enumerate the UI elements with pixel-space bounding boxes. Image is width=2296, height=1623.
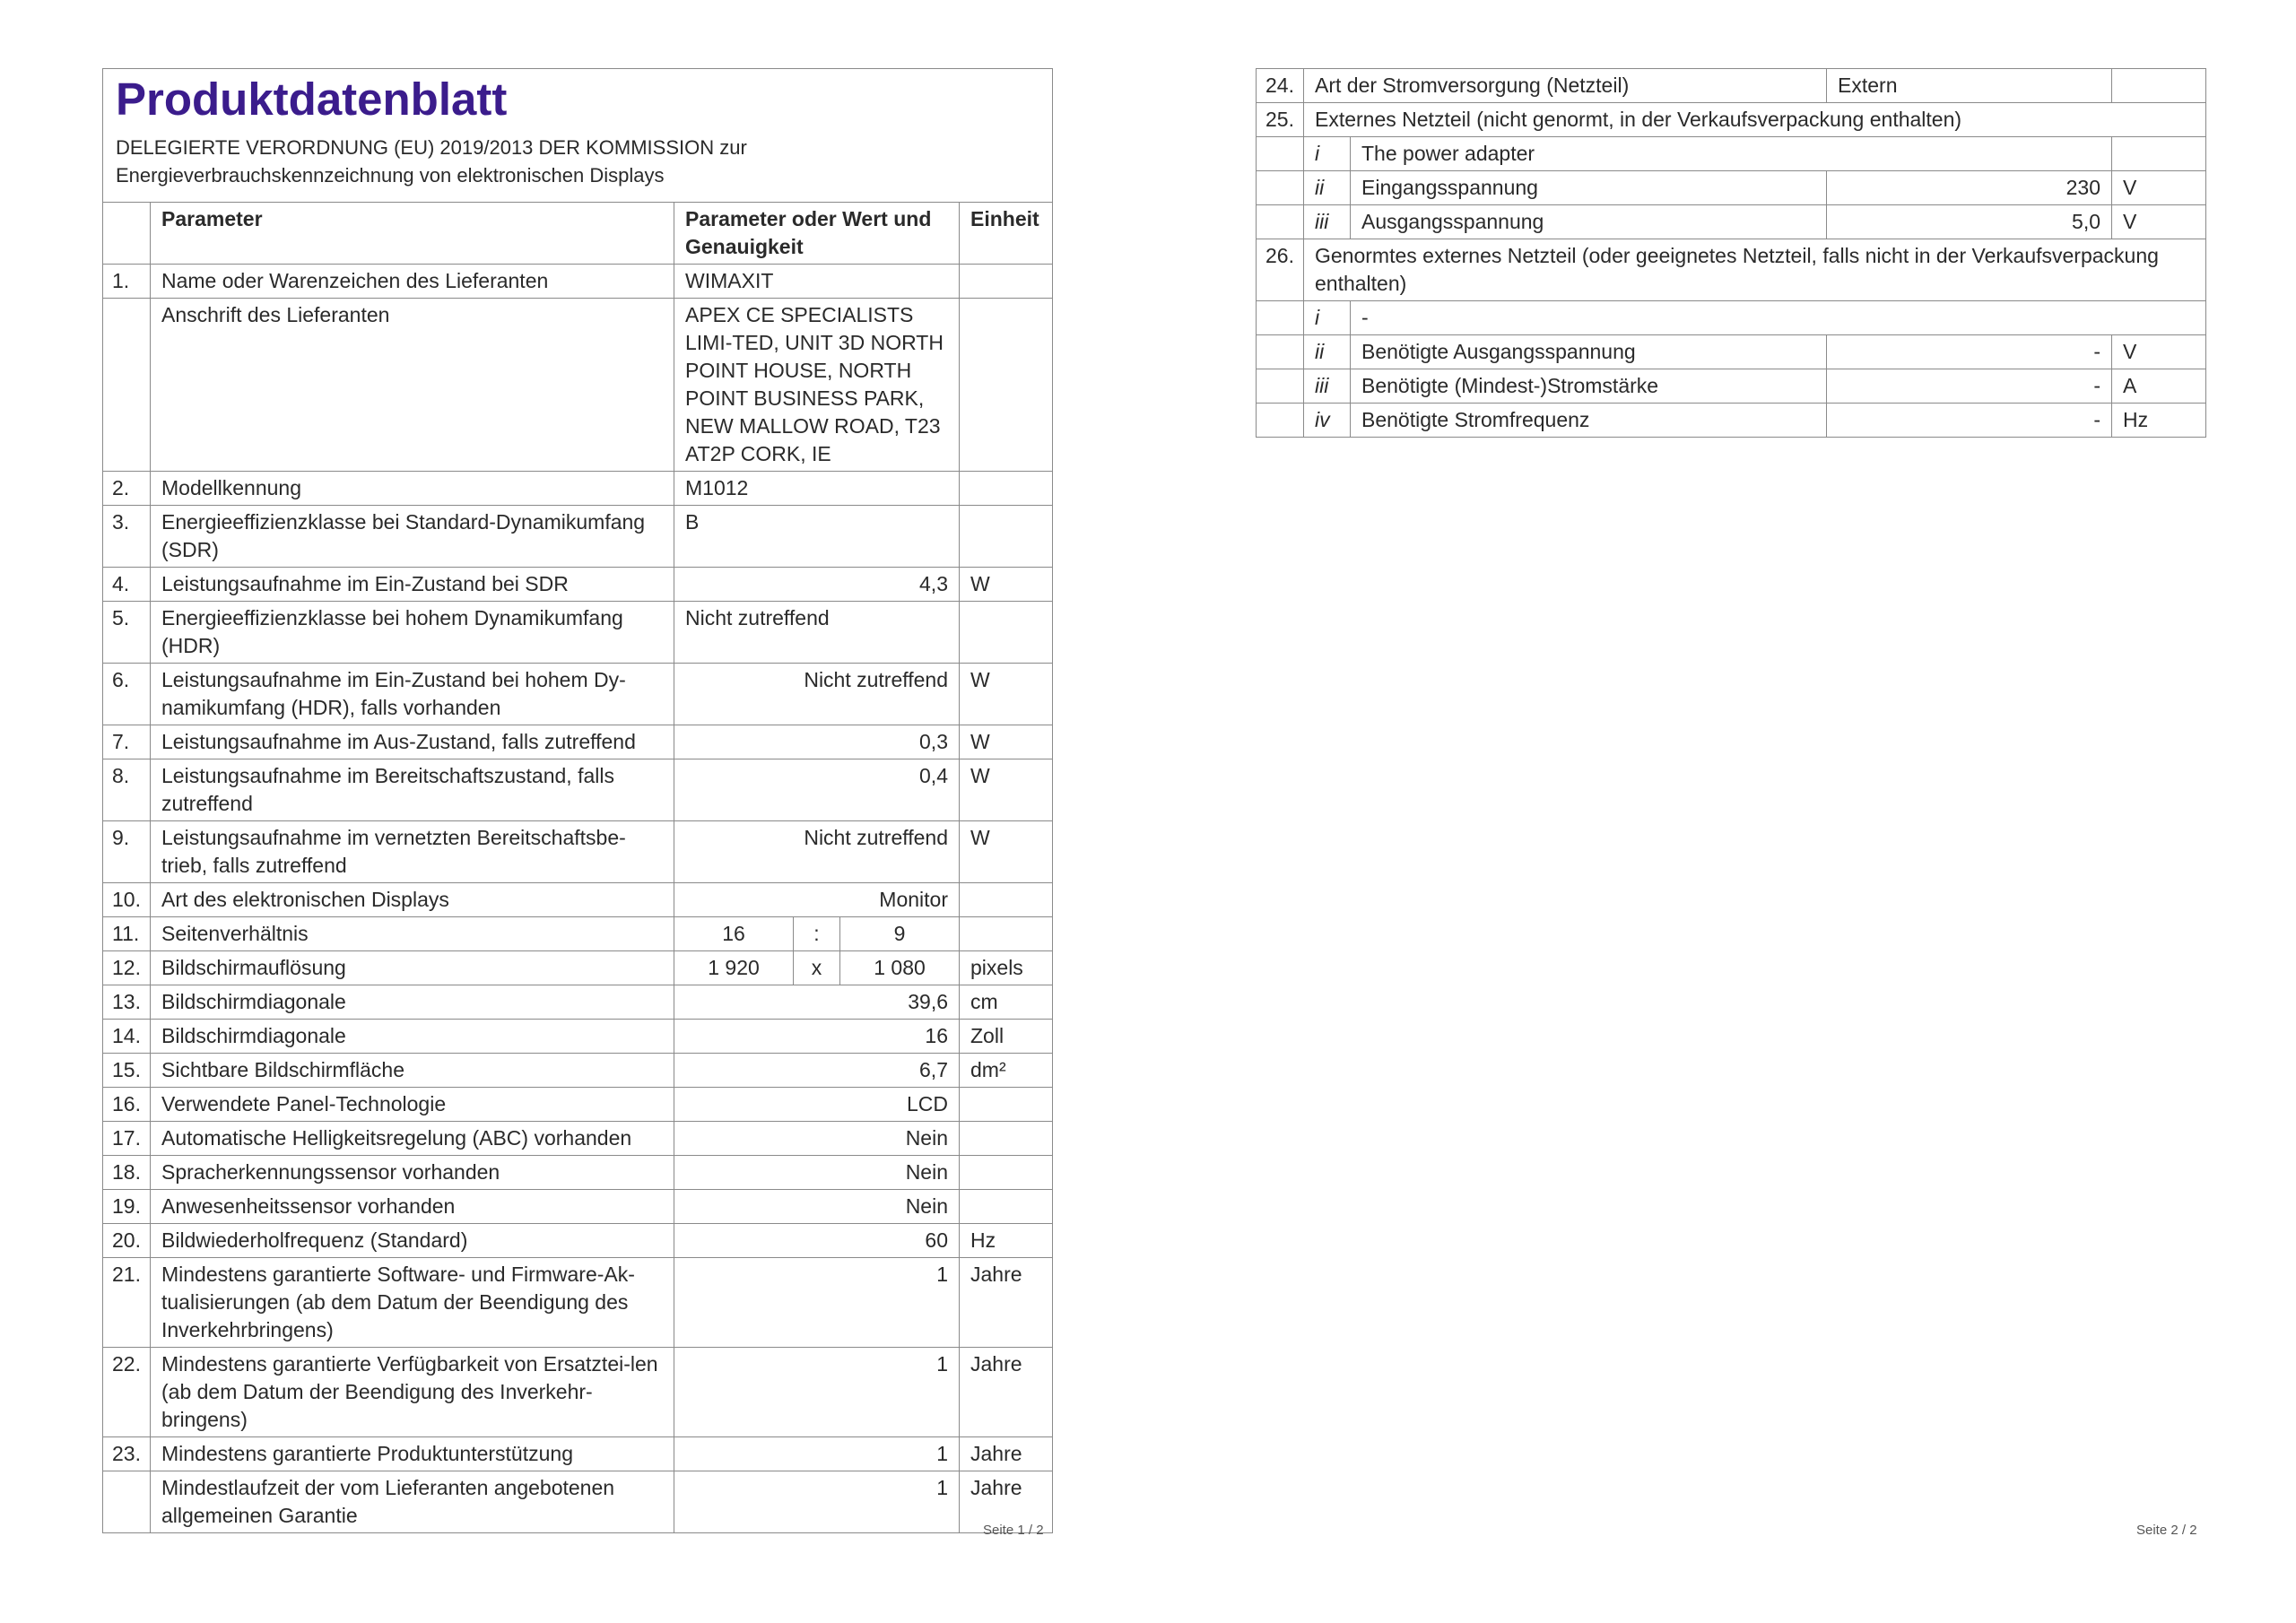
table-row: i -: [1257, 301, 2206, 335]
table-row: 10. Art des elektronischen Displays Monitor: [103, 883, 1053, 917]
table-row: 4. Leistungsaufnahme im Ein-Zustand bei SDR 4,3 W: [103, 568, 1053, 602]
column-header-row: [103, 203, 1053, 265]
product-datasheet-table: [102, 68, 1053, 1533]
page-number-left: Seite 1 / 2: [983, 1523, 1044, 1538]
page-number-right: Seite 2 / 2: [2136, 1523, 2197, 1538]
table-row: 25. Externes Netzteil (nicht genormt, in der Verkaufsverpackung enthalten): [1257, 103, 2206, 137]
table-row: 16. Verwendete Panel-Technologie LCD: [103, 1088, 1053, 1122]
table-row: ii Eingangsspannung 230 V: [1257, 171, 2206, 205]
table-row: 24. Art der Stromversorgung (Netzteil) Extern: [1257, 69, 2206, 103]
column-header-unit: Einheit: [960, 203, 1053, 265]
table-row: 13. Bildschirmdiagonale 39,6 cm: [103, 985, 1053, 1020]
table-row: iii Benötigte (Mindest-)Stromstärke - A: [1257, 369, 2206, 404]
table-row: 26. Genormtes externes Netzteil (oder geeignetes Netzteil, falls nicht in der Verkaufsverpackung enthalten): [1257, 239, 2206, 301]
regulation-subtitle: DELEGIERTE VERORDNUNG (EU) 2019/2013 DER KOMMISSION zur Energieverbrauchskennzeichnung von elektronischen Displays: [116, 136, 747, 187]
table-row: Mindestlaufzeit der vom Lieferanten angebotenen allgemeinen Garantie 1 Jahre: [103, 1471, 1053, 1533]
table-row: iii Ausgangsspannung 5,0 V: [1257, 205, 2206, 239]
table-row: 7. Leistungsaufnahme im Aus-Zustand, falls zutreffend 0,3 W: [103, 725, 1053, 759]
table-row: 15. Sichtbare Bildschirmfläche 6,7 dm²: [103, 1054, 1053, 1088]
table-row: i The power adapter: [1257, 137, 2206, 171]
table-row: 19. Anwesenheitssensor vorhanden Nein: [103, 1190, 1053, 1224]
table-row: 20. Bildwiederholfrequenz (Standard) 60 Hz: [103, 1224, 1053, 1258]
table-row: Anschrift des Lieferanten APEX CE SPECIALISTS LIMI-TED, UNIT 3D NORTH POINT HOUSE, NORTH POINT BUSINESS PARK, NEW MALLOW ROAD, T23 AT2P CORK, IE: [103, 299, 1053, 472]
power-supply-table: [1256, 68, 2206, 438]
table-row: 3. Energieeffizienzklasse bei Standard-Dynamikumfang (SDR) B: [103, 506, 1053, 568]
page-title: Produktdatenblatt: [116, 74, 508, 125]
column-header-parameter: Parameter: [151, 203, 674, 265]
table-row: 1. Name oder Warenzeichen des Lieferanten WIMAXIT: [103, 265, 1053, 299]
table-row: 8. Leistungsaufnahme im Bereitschaftszustand, falls zutreffend 0,4 W: [103, 759, 1053, 821]
table-row: 6. Leistungsaufnahme im Ein-Zustand bei hohem Dy-namikumfang (HDR), falls vorhanden Nicht zutreffend W: [103, 664, 1053, 725]
table-row: 14. Bildschirmdiagonale 16 Zoll: [103, 1020, 1053, 1054]
table-row: 18. Spracherkennungssensor vorhanden Nein: [103, 1156, 1053, 1190]
title-row: [103, 69, 1053, 203]
table-row: 11. Seitenverhältnis 16 : 9: [103, 917, 1053, 951]
table-row: 5. Energieeffizienzklasse bei hohem Dynamikumfang (HDR) Nicht zutreffend: [103, 602, 1053, 664]
table-row: 22. Mindestens garantierte Verfügbarkeit von Ersatztei-len (ab dem Datum der Beendigung des Inverkehr-bringens) 1 Jahre: [103, 1348, 1053, 1437]
table-row: 21. Mindestens garantierte Software- und Firmware-Ak-tualisierungen (ab dem Datum der Beendigung des Inverkehrbringens) 1 Jahre: [103, 1258, 1053, 1348]
table-row: 2. Modellkennung M1012: [103, 472, 1053, 506]
table-row: iv Benötigte Stromfrequenz - Hz: [1257, 404, 2206, 438]
table-row: 17. Automatische Helligkeitsregelung (ABC) vorhanden Nein: [103, 1122, 1053, 1156]
table-row: 23. Mindestens garantierte Produktunterstützung 1 Jahre: [103, 1437, 1053, 1471]
table-row: 12. Bildschirmauflösung 1 920 x 1 080 pixels: [103, 951, 1053, 985]
table-row: ii Benötigte Ausgangsspannung - V: [1257, 335, 2206, 369]
column-header-value: Parameter oder Wert und Genauigkeit: [674, 203, 960, 265]
table-row: 9. Leistungsaufnahme im vernetzten Bereitschaftsbe-trieb, falls zutreffend Nicht zutreffend W: [103, 821, 1053, 883]
